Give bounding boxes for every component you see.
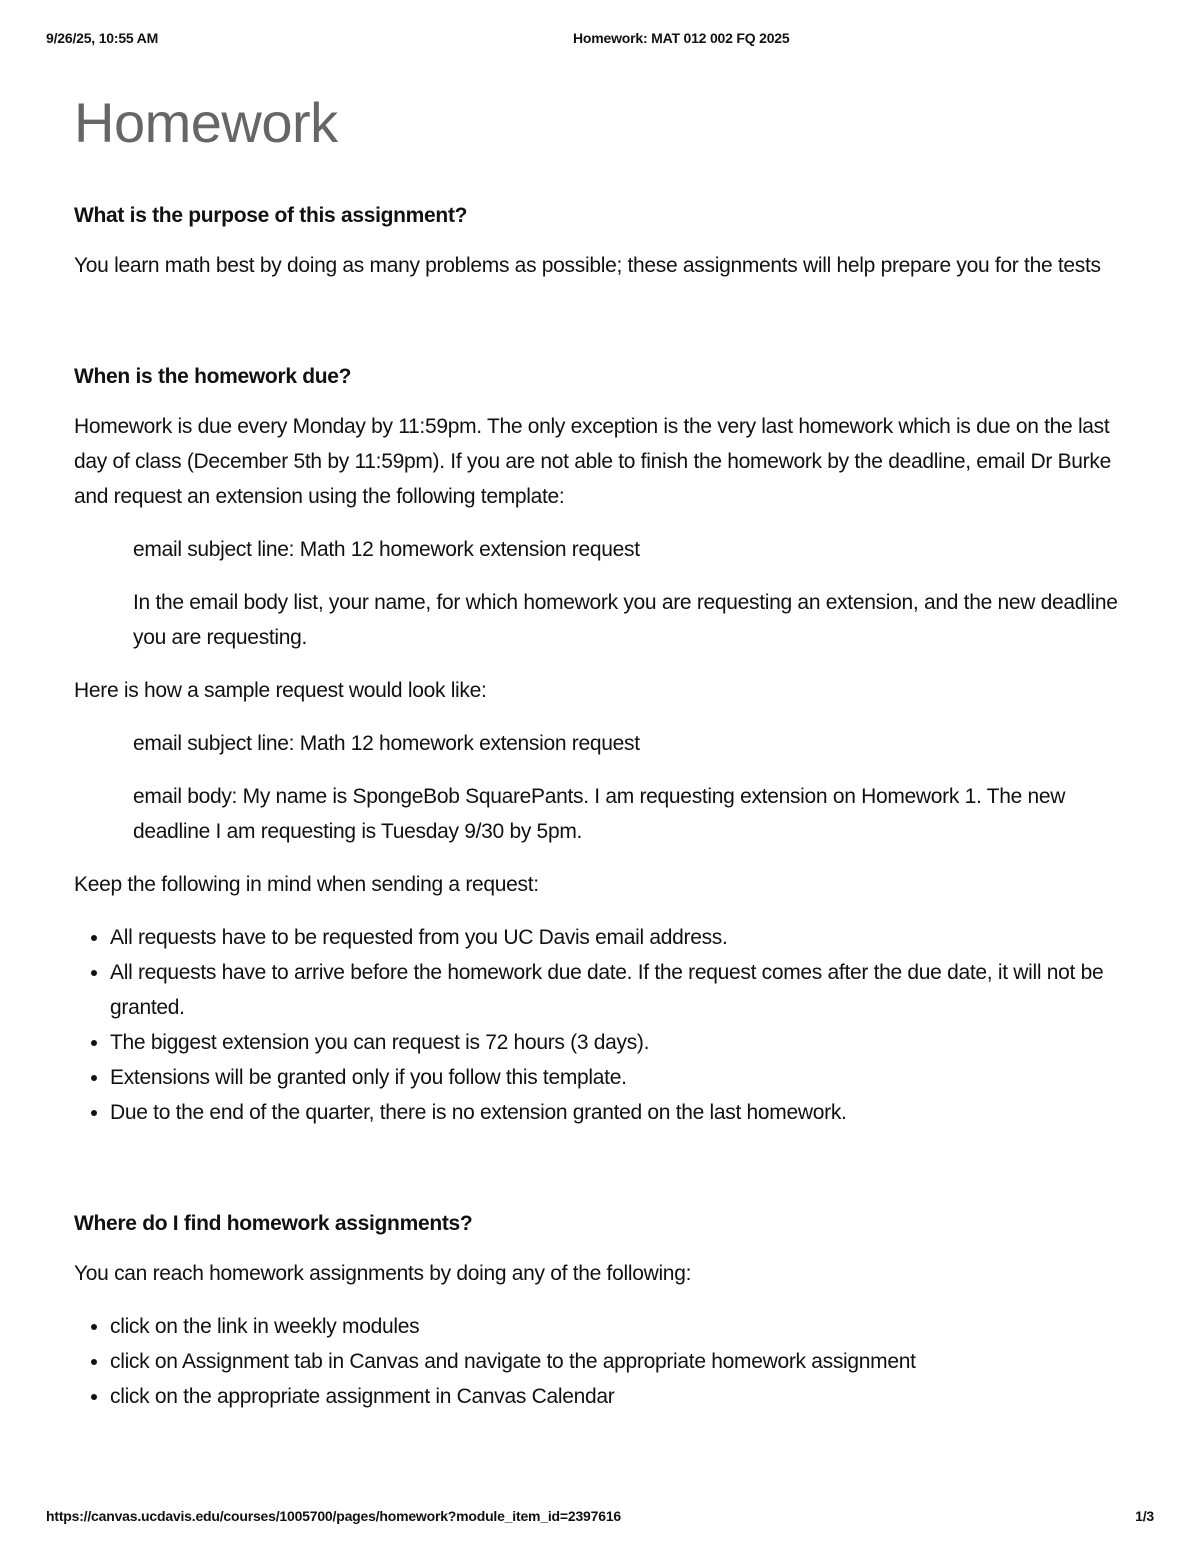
section-spacer (74, 1148, 1144, 1210)
list-item: • click on the appropriate assignment in Canvas Calendar (110, 1379, 1144, 1414)
sample-intro: Here is how a sample request would look like: (74, 679, 487, 702)
where-heading: Where do I find homework assignments? (74, 1212, 473, 1235)
print-url: https://canvas.ucdavis.edu/courses/1005700/pages/homework?module_item_id=2397616 (46, 1508, 621, 1524)
list-item: • The biggest extension you can request is 72 hours (3 days). (110, 1025, 1144, 1060)
list-item: • Extensions will be granted only if you follow this template. (110, 1060, 1144, 1095)
template-body-instructions: In the email body list, your name, for which homework you are requesting an extension, and the new deadline you are requesting. (133, 591, 1118, 649)
purpose-body: You learn math best by doing as many problems as possible; these assignments will help prepare you for the tests (74, 254, 1101, 277)
list-item: • All requests have to arrive before the homework due date. If the request comes after the due date, it will not be granted. (110, 955, 1144, 1025)
list-item: • click on Assignment tab in Canvas and navigate to the appropriate homework assignment (110, 1344, 1144, 1379)
sample-subject-line: email subject line: Math 12 homework extension request (133, 732, 640, 755)
keep-in-mind-intro: Keep the following in mind when sending a request: (74, 873, 539, 896)
page-content (74, 88, 1144, 1432)
list-item: • Due to the end of the quarter, there is no extension granted on the last homework. (110, 1095, 1144, 1130)
section-spacer (74, 301, 1144, 363)
print-page-title: Homework: MAT 012 002 FQ 2025 (573, 30, 790, 46)
sample-body: email body: My name is SpongeBob SquarePants. I am requesting extension on Homework 1. The new deadline I am requesting is Tuesday 9/30 by 5pm. (133, 785, 1066, 843)
purpose-heading: What is the purpose of this assignment? (74, 204, 468, 227)
due-heading: When is the homework due? (74, 365, 352, 388)
page-title: Homework (74, 91, 338, 154)
where-options-list (74, 1309, 1144, 1414)
list-item: • All requests have to be requested from you UC Davis email address. (110, 920, 1144, 955)
print-footer (46, 1508, 1154, 1528)
extension-rules-list (74, 920, 1144, 1130)
print-page-number: 1/3 (1135, 1508, 1154, 1524)
template-subject-line: email subject line: Math 12 homework extension request (133, 538, 640, 561)
where-body: You can reach homework assignments by doing any of the following: (74, 1262, 692, 1285)
list-item: • click on the link in weekly modules (110, 1309, 1144, 1344)
due-body: Homework is due every Monday by 11:59pm. The only exception is the very last homework which is due on the last day of class (December 5th by 11:59pm). If you are not able to finish the homework by the deadline, email Dr Burke and request an extension using the following template: (74, 415, 1111, 508)
print-header (46, 30, 1154, 50)
print-datetime: 9/26/25, 10:55 AM (46, 30, 159, 46)
